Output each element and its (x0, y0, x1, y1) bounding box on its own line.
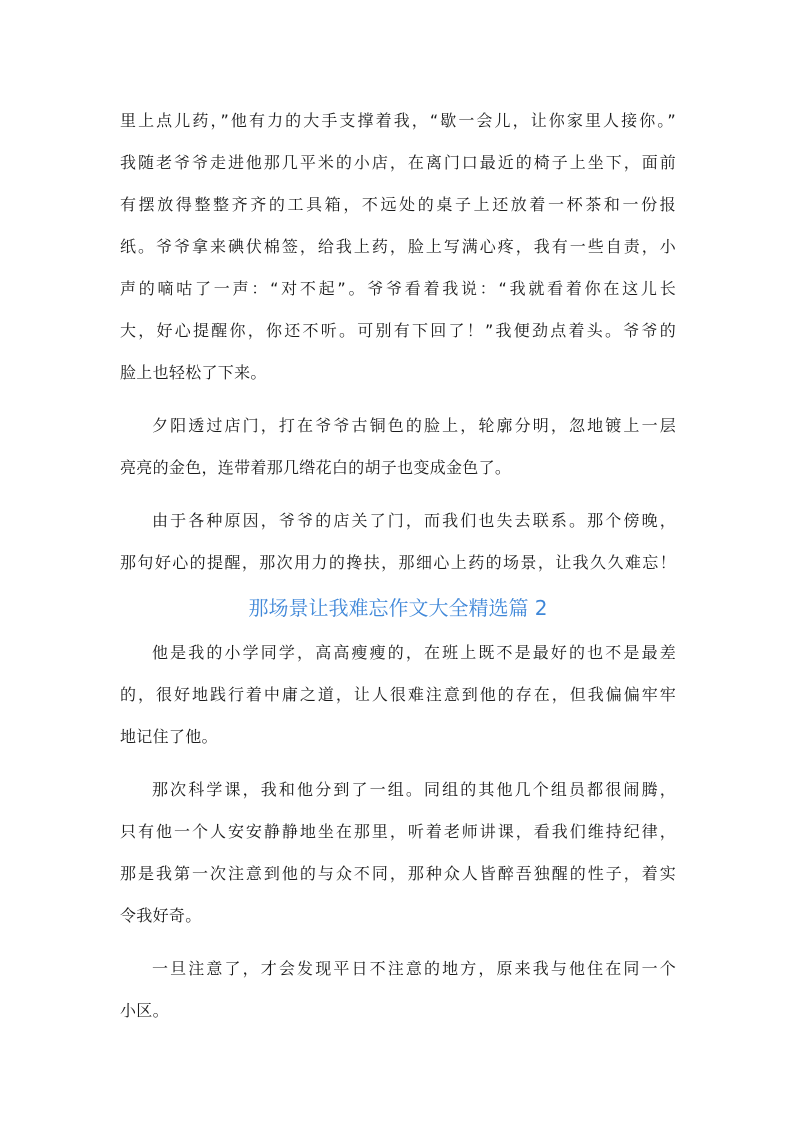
text-line: 夕阳透过店门，打在爷爷古铜色的脸上，轮廓分明，忽地镀上一层 (152, 416, 676, 435)
section-heading: 那场景让我难忘作文大全精选篇 2 (248, 596, 548, 620)
text-line: 一旦注意了，才会发现平日不注意的地方，原来我与他住在同一个 (152, 959, 676, 978)
paragraph-2 (120, 405, 676, 489)
text-line: 亮亮的金色，连带着那几绺花白的胡子也变成金色了。 (120, 458, 512, 477)
text-line: 令我好奇。 (120, 906, 202, 925)
paragraph-4 (120, 632, 676, 758)
document-body (120, 100, 676, 1032)
paragraph-5 (120, 769, 676, 937)
paragraph-1 (120, 100, 676, 394)
text-line: 里上点儿药，”他有力的大手支撑着我，“歇一会儿，让你家里人接你。” (120, 111, 676, 130)
text-line: 有摆放得整整齐齐的工具箱，不远处的桌子上还放着一杯茶和一份报 (120, 195, 676, 214)
text-line: 脸上也轻松了下来。 (120, 363, 267, 382)
text-line: 我随老爷爷走进他那几平米的小店，在离门口最近的椅子上坐下，面前 (120, 153, 676, 172)
text-line: 小区。 (120, 1001, 169, 1020)
paragraph-6 (120, 948, 676, 1032)
text-line: 那是我第一次注意到他的与众不同，那种众人皆醉吾独醒的性子，着实 (120, 864, 676, 883)
text-line: 只有他一个人安安静静地坐在那里，听着老师讲课，看我们维持纪律， (120, 822, 676, 841)
text-line: 他是我的小学同学，高高瘦瘦的，在班上既不是最好的也不是最差 (152, 643, 676, 662)
paragraph-3 (120, 500, 676, 584)
text-line: 大，好心提醒你，你还不听。可别有下回了！”我便劲点着头。爷爷的 (120, 321, 676, 340)
text-line: 那句好心的提醒，那次用力的搀扶，那细心上药的场景，让我久久难忘！ (120, 553, 676, 572)
text-line: 声的嘀咕了一声：“对不起”。爷爷看着我说：“我就看着你在这儿长 (120, 279, 676, 298)
text-line: 那次科学课，我和他分到了一组。同组的其他几个组员都很闹腾， (152, 780, 676, 799)
text-line: 地记住了他。 (120, 727, 218, 746)
text-line: 纸。爷爷拿来碘伏棉签，给我上药，脸上写满心疼，我有一些自责，小 (120, 237, 676, 256)
text-line: 由于各种原因，爷爷的店关了门，而我们也失去联系。那个傍晚， (152, 511, 676, 530)
text-line: 的，很好地践行着中庸之道，让人很难注意到他的存在，但我偏偏牢牢 (120, 685, 676, 704)
